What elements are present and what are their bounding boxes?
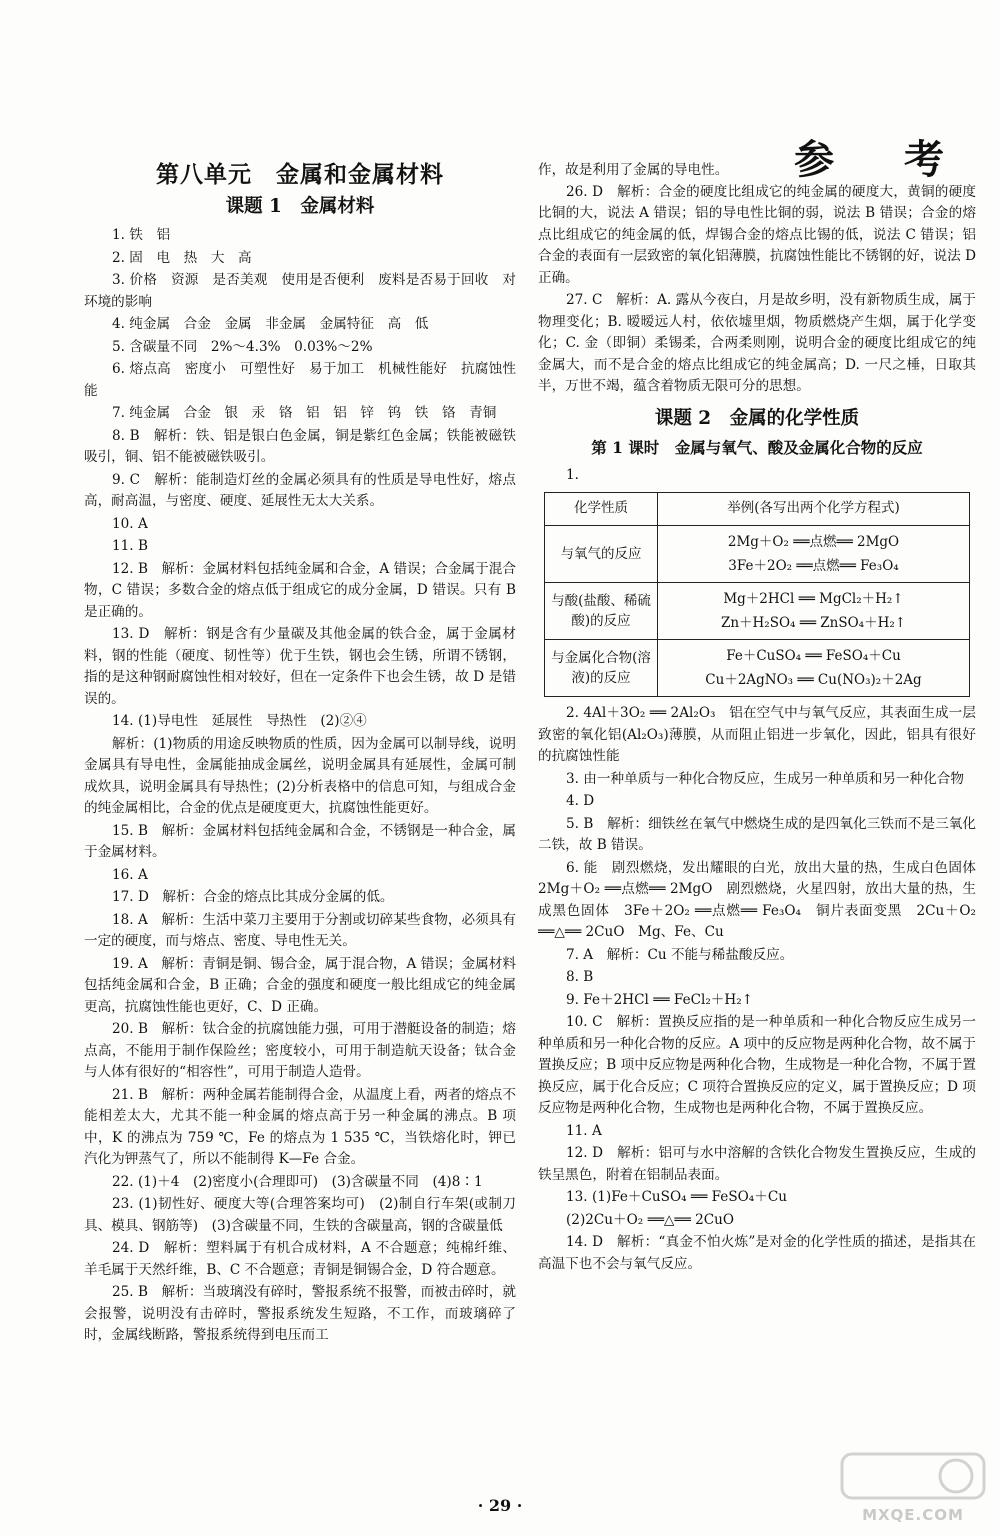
answer-item: 3. 由一种单质与一种化合物反应，生成另一种单质和另一种化合物 [566, 770, 964, 787]
table-cell-property: 与金属化合物(溶液)的反应 [545, 640, 658, 697]
answer-item: 21. B 解析：两种金属若能制得合金，从温度上看，两者的熔点不能相差太大，尤其不能一种金属的熔点高于另一种金属的沸点。B 项中，K 的沸点为 759 ℃，Fe 的熔点为 1 535 ℃，当铁熔化时，钾已汽化为钾蒸气了，所以不能制得 K—Fe 合金。 [84, 1086, 516, 1167]
unit-title: 第八单元 金属和金属材料 [156, 161, 444, 188]
answer-item: 5. B 解析：细铁丝在氧气中燃烧生成的是四氧化三铁而不是三氧化二铁，故 B 错误。 [538, 815, 976, 853]
chemical-equation: 3Fe＋2O₂ ══点燃══ Fe₃O₄ [728, 558, 899, 574]
answer-item: 27. C 解析：A. 露从今夜白，月是故乡明，没有新物质生成，属于物理变化；B. 暧暧远人村，依依墟里烟，物质燃烧产生烟，属于化学变化；C. 金（即铜）柔锡柔，合两柔则刚，说明合金的硬度比组成它的纯金属大，而不是合金的熔点比组成它的纯金属高；D. 一尺之棰，日取其半，万世不竭，蕴含着物质无限可分的思想。 [538, 292, 976, 394]
answer-item: 4. D [566, 793, 595, 809]
answer-item: 12. D 解析：铝可与水中溶解的含铁化合物发生置换反应，生成的铁呈黑色，附着在铝制品表面。 [538, 1145, 976, 1183]
answer-item: 11. A [566, 1122, 602, 1139]
table-cell-property: 与氧气的反应 [545, 526, 658, 583]
answer-item: 20. B 解析：钛合金的抗腐蚀能力强，可用于潜艇设备的制造；熔点高，不能用于制作保险丝；密度较小，可用于制造航天设备；钛合金与人体有很好的“相容性”，可用于制造人造骨。 [84, 1021, 516, 1080]
table-cell-equations [658, 583, 970, 640]
chemical-equation: Mg＋2HCl ══ MgCl₂＋H₂↑ [723, 591, 904, 607]
answer-item: 11. B [112, 538, 148, 554]
answer-item: 1. 铁 铝 [112, 227, 171, 243]
table-header-cell: 化学性质 [545, 493, 658, 526]
answer-item: 7. 纯金属 合金 银 汞 铬 铝 铝 锌 钨 铁 铬 青铜 [112, 405, 497, 421]
answer-item: 6. 能 剧烈燃烧，发出耀眼的白光，放出大量的热，生成白色固体 2Mg＋O₂ ══点燃══ 2MgO 剧烈燃烧，火星四射，放出大量的热，生成黑色固体 3Fe＋2O₂ ══点燃══ Fe₃O₄ 铜片表面变黑 2Cu＋O₂ ══△══ 2CuO Mg、Fe、Cu [538, 859, 990, 940]
answer-item: 12. B 解析：金属材料包括纯金属和合金，A 错误；合金属于混合物，C 错误；多数合金的熔点低于组成它的成分金属，D 错误。只有 B 是正确的。 [84, 560, 516, 620]
answer-item: 10. A [112, 515, 148, 532]
answer-item: 16. A [112, 866, 148, 883]
answer-item: 23. (1)韧性好、硬度大等(合理答案均可) (2)制自行车架(或制刀具、模具、钢筋等) (3)含碳量不同，生铁的含碳量高，钢的含碳量低 [84, 1196, 516, 1234]
page-number: · 29 · [477, 1496, 523, 1515]
chemical-equation: Fe＋CuSO₄ ══ FeSO₄＋Cu [726, 648, 901, 664]
answer-item: 8. B [566, 969, 594, 985]
answer-item: 14. (1)导电性 延展性 导热性 (2)②④ [112, 713, 367, 729]
left-column [84, 160, 516, 1348]
answer-item: (2)2Cu＋O₂ ══△══ 2CuO [566, 1211, 735, 1228]
answer-item: 6. 熔点高 密度小 可塑性好 易于加工 机械性能好 抗腐蚀性能 [84, 361, 516, 399]
watermark-badge-icon [838, 1448, 988, 1504]
chemical-equation: Zn＋H₂SO₄ ══ ZnSO₄＋H₂↑ [720, 615, 907, 631]
table-cell-equations [658, 526, 970, 583]
right-column [538, 160, 990, 1276]
answer-item: 13. D 解析：钢是含有少量碳及其他金属的铁合金，属于金属材料，钢的性能（硬度、韧性等）优于生铁，钢也会生锈，所谓不锈钢，指的是这种钢耐腐蚀性相对较好，但在一定条件下也会生锈，故 D 是错误的。 [84, 626, 516, 707]
answer-item: 15. B 解析：金属材料包括纯金属和合金，不锈钢是一种合金，属于金属材料。 [84, 822, 516, 860]
chemical-properties-table [544, 492, 970, 697]
table-row [545, 640, 970, 697]
answer-item: 7. A 解析：Cu 不能与稀盐酸反应。 [566, 946, 794, 963]
answer-item: 4. 纯金属 合金 金属 非金属 金属特征 高 低 [112, 316, 429, 332]
table-cell-equations [658, 640, 970, 697]
table-cell-property: 与酸(盐酸、稀硫酸)的反应 [545, 583, 658, 640]
lesson-1-title: 课题 1 金属材料 [225, 195, 375, 217]
answer-continuation: 作，故是利用了金属的导电性。 [538, 162, 729, 178]
period-1-title: 第 1 课时 金属与氧气、酸及金属化合物的反应 [591, 438, 923, 457]
answer-item: 17. D 解析：合金的熔点比其成分金属的低。 [112, 889, 394, 905]
answer-item: 9. C 解析：能制造灯丝的金属必须具有的性质是导电性好，熔点高，耐高温，与密度、硬度、延展性无太大关系。 [84, 471, 516, 509]
answer-item: 19. A 解析：青铜是铜、锡合金，属于混合物，A 错误；金属材料包括纯金属和合金，B 正确；合金的强度和硬度一般比组成它的纯金属更高，抗腐蚀性能也更好，C、D 正确。 [84, 955, 516, 1015]
answer-explanation: 解析：(1)物质的用途反映物质的性质，因为金属可以制导线，说明金属具有导电性，金属能抽成金属丝，说明金属具有延展性，金属可制成炊具，说明金属具有导热性；(2)分析表格中的信息可知，与组成合金的纯金属相比，合金的优点是硬度更大，抗腐蚀性能更好。 [84, 735, 516, 816]
answer-item: 25. B 解析：当玻璃没有碎时，警报系统不报警，而被击碎时，就会报警，说明没有击碎时，警报系统发生短路，不工作，而玻璃碎了时，金属线断路，警报系统得到电压而工 [84, 1284, 516, 1343]
table-row [545, 526, 970, 583]
answer-item: 22. (1)＋4 (2)密度小(合理即可) (3)含碳量不同 (4)8∶1 [112, 1173, 483, 1190]
answer-item: 2. 固 电 热 大 高 [112, 249, 252, 266]
answer-item: 13. (1)Fe＋CuSO₄ ══ FeSO₄＋Cu [566, 1189, 787, 1205]
chemical-equation: Cu＋2AgNO₃ ══ Cu(NO₃)₂＋2Ag [705, 672, 922, 688]
answer-item: 8. B 解析：铁、铝是银白色金属，铜是紫红色金属；铁能被磁铁吸引，铜、铝不能被磁铁吸引。 [84, 427, 516, 465]
table-header-row [545, 493, 970, 526]
watermark-logo [838, 1448, 988, 1528]
answer-item: 14. D 解析：“真金不怕火炼”是对金的化学性质的描述，是指其在高温下也不会与氧气反应。 [538, 1234, 976, 1272]
answer-item: 3. 价格 资源 是否美观 使用是否便利 废料是否易于回收 对环境的影响 [84, 272, 516, 310]
answer-item: 10. C 解析：置换反应指的是一种单质和一种化合物反应生成另一种单质和另一种化合物的反应。A 项中的反应物是两种化合物，故不属于置换反应；B 项中反应物是两种化合物，生成物是一种化合物，不属于置换反应，属于化合反应；C 项符合置换反应的定义，属于置换反应；D 项反应物是两种化合物，生成物也是两种化合物，不属于置换反应。 [538, 1014, 976, 1116]
answer-item: 9. Fe＋2HCl ══ FeCl₂＋H₂↑ [566, 991, 754, 1008]
question-1-label: 1. [566, 466, 579, 483]
answer-item: 26. D 解析：合金的硬度比组成它的纯金属的硬度大，黄铜的硬度比铜的大，说法 A 错误；铝的导电性比铜的弱，说法 B 错误；合金的熔点比组成它的纯金属的低，焊锡合金的熔点比锡的低，说法 C 错误；铝合金的表面有一层致密的氧化铝薄膜，抗腐蚀性能比不锈钢的好，说法 D 正确。 [538, 183, 976, 286]
answer-item: 24. D 解析：塑料属于有机合成材料，A 不合题意；纯棉纤维、羊毛属于天然纤维，B、C 不合题意；青铜是铜锡合金，D 符合题意。 [84, 1240, 516, 1278]
answer-item: 2. 4Al＋3O₂ ══ 2Al₂O₃ 铝在空气中与氧气反应，其表面生成一层致密的氧化铝(Al₂O₃)薄膜，从而阻止铝进一步氧化，因此，铝具有很好的抗腐蚀性能 [538, 705, 976, 764]
answer-item: 5. 含碳量不同 2%～4.3% 0.03%～2% [112, 338, 373, 355]
table-row [545, 583, 970, 640]
table-header-cell: 举例(各写出两个化学方程式) [658, 493, 970, 526]
watermark-text: MXQE.COM [862, 1506, 964, 1524]
chemical-equation: 2Mg＋O₂ ══点燃══ 2MgO [727, 534, 900, 550]
answer-item: 18. A 解析：生活中菜刀主要用于分割或切碎某些食物，必须具有一定的硬度，而与熔点、密度、导电性无关。 [84, 911, 516, 949]
page-header-title: 参 考 [794, 136, 972, 183]
lesson-2-title: 课题 2 金属的化学性质 [654, 407, 860, 429]
